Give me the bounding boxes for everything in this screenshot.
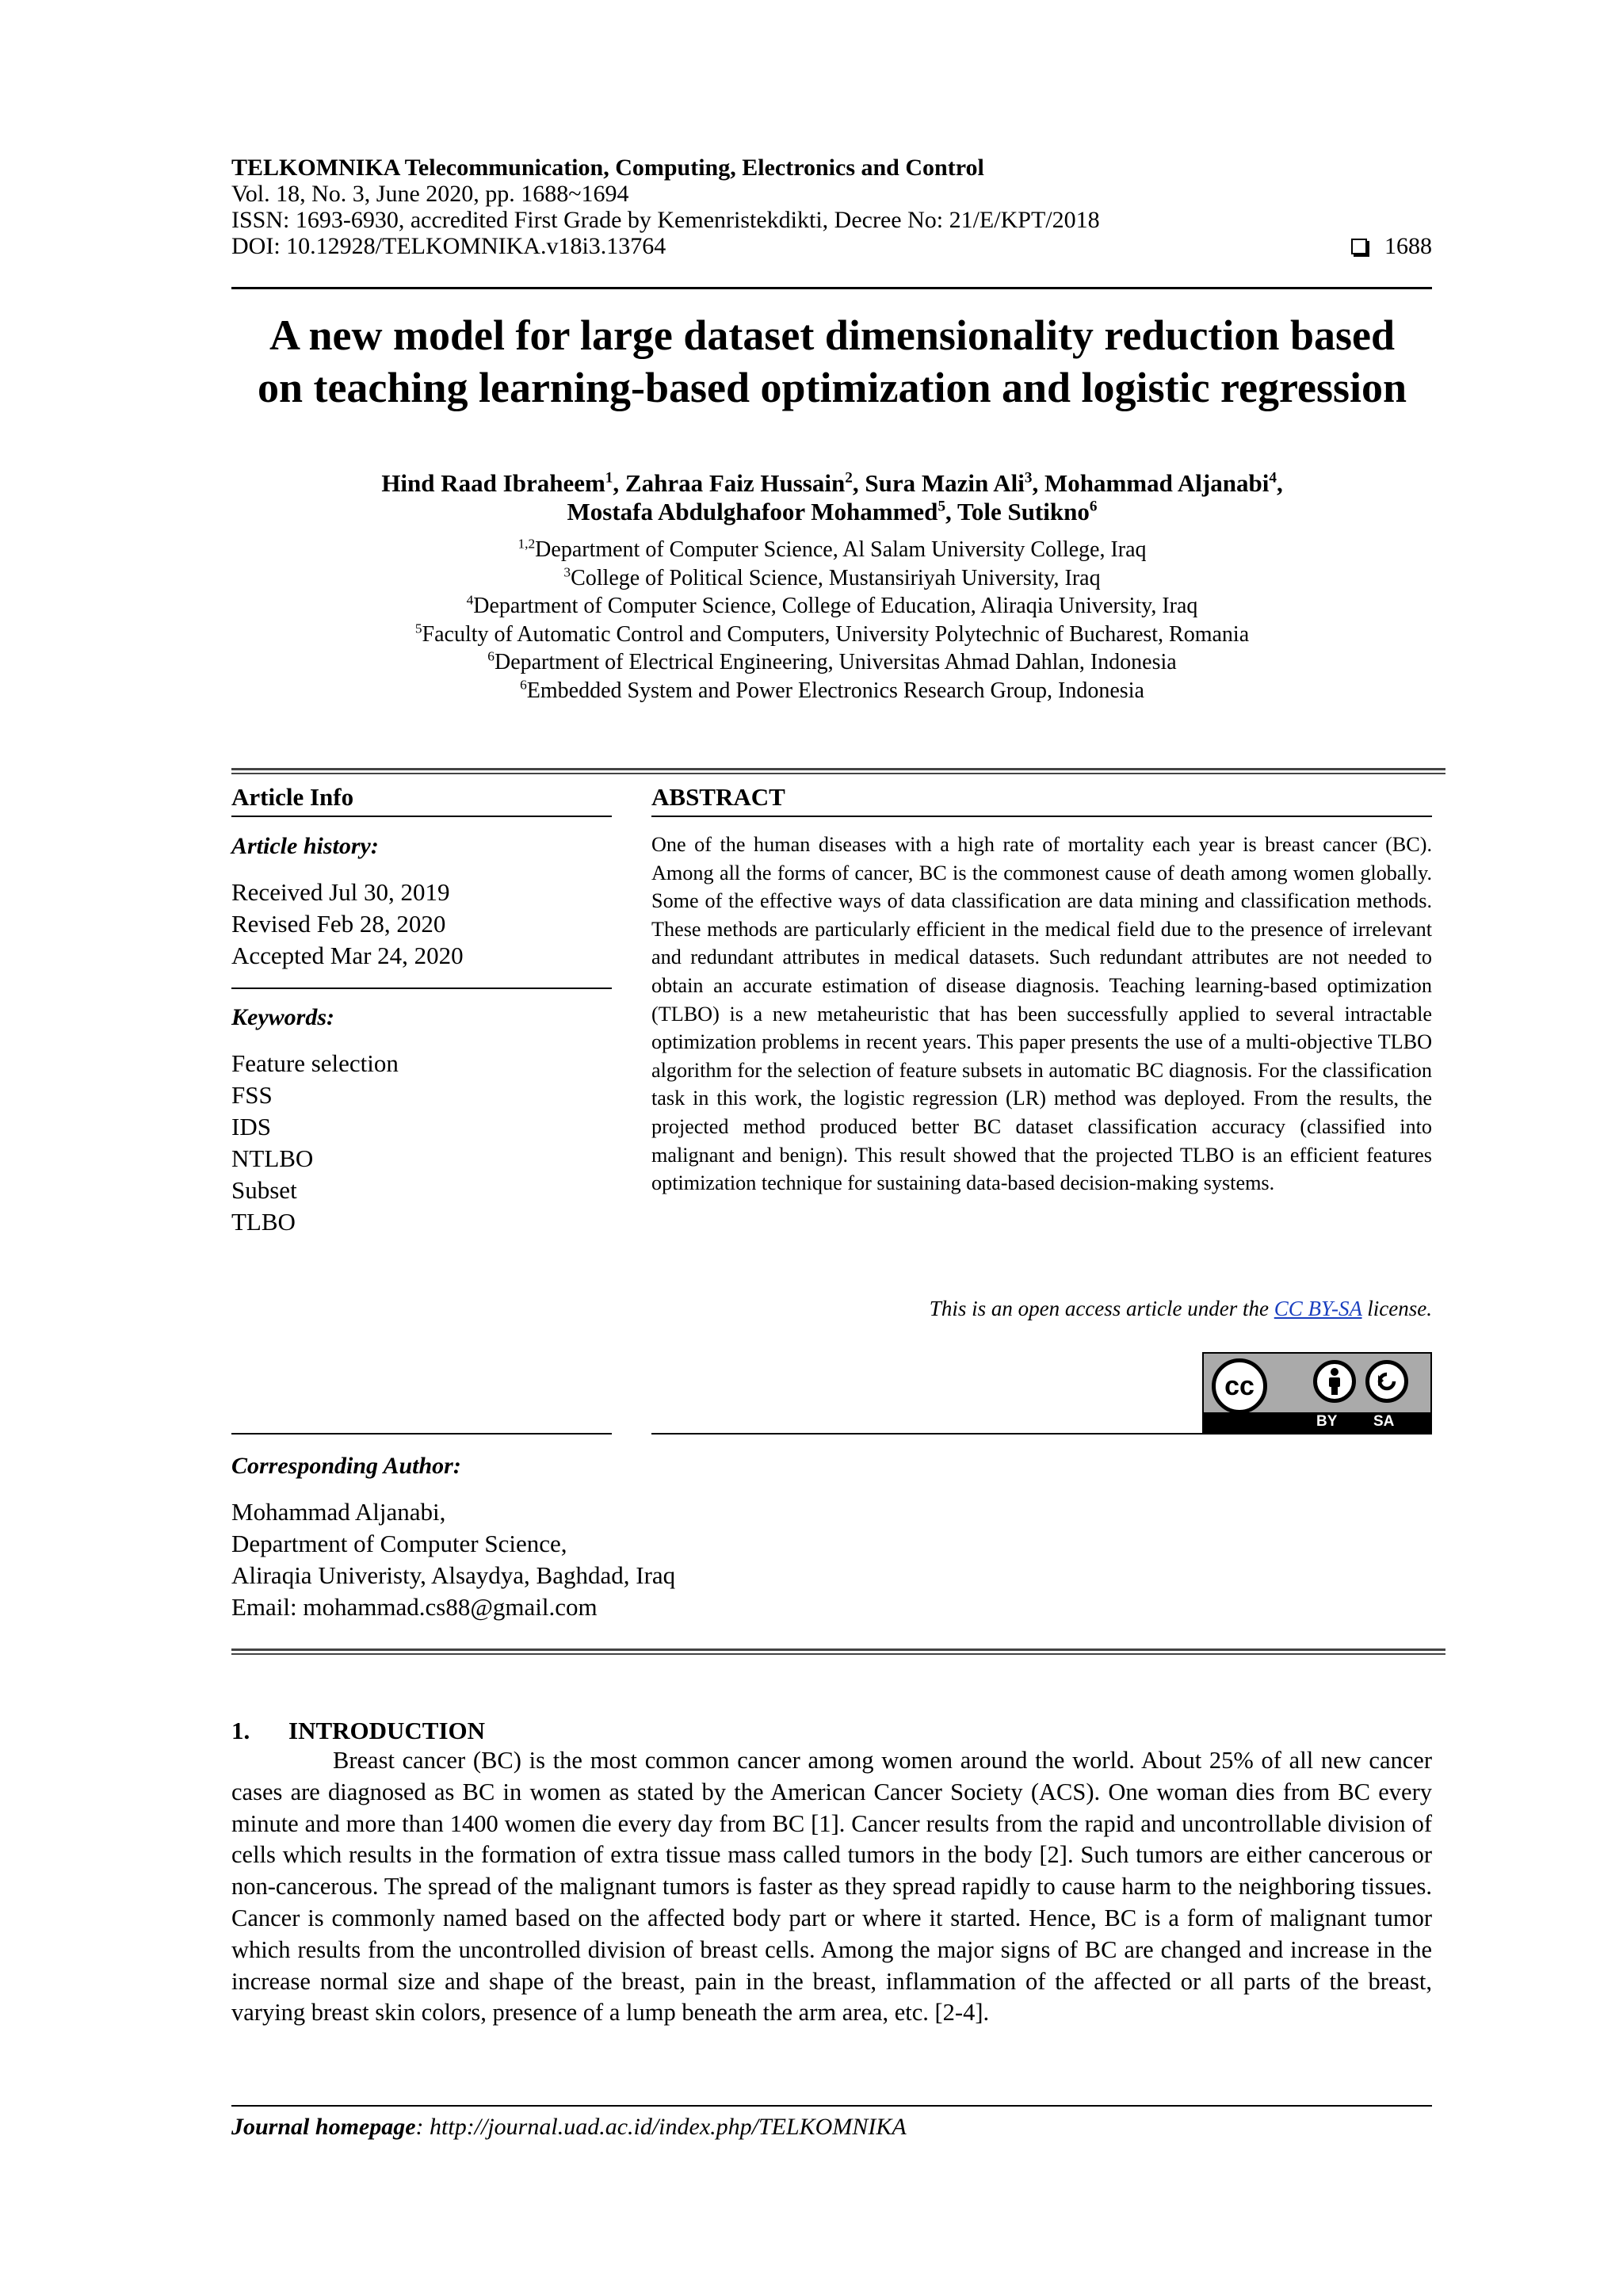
abstract-bottom-rule <box>651 1433 1432 1435</box>
affiliation-sup: 5 <box>414 621 422 636</box>
info-box-top-rule <box>231 768 1445 774</box>
affiliation <box>158 564 1506 593</box>
corresponding-name: Mohammad Aljanabi, <box>231 1498 446 1526</box>
abstract-rule <box>651 816 1432 817</box>
revised-date: Revised Feb 28, 2020 <box>231 910 446 938</box>
author-sep: , <box>613 469 625 497</box>
page-number-block <box>1351 233 1432 259</box>
author-sep: , <box>1032 469 1044 497</box>
affiliation-text: Faculty of Automatic Control and Computers, University Polytechnic of Bucharest, Romania <box>422 621 1250 647</box>
homepage-url[interactable]: : http://journal.uad.ac.id/index.php/TELKOMNIKA <box>415 2114 907 2140</box>
person-attribution-icon <box>1313 1360 1356 1403</box>
title-line-1: A new model for large dataset dimensionality reduction based <box>269 311 1395 359</box>
author-sup: 1 <box>605 469 613 487</box>
keyword-item: FSS <box>231 1081 273 1109</box>
header-rule <box>231 287 1432 289</box>
title-line-2: on teaching learning-based optimization and logistic regression <box>257 364 1407 411</box>
section-number: 1. <box>231 1717 250 1744</box>
author-name: Hind Raad Ibraheem <box>381 469 605 497</box>
author-sep: , <box>1276 469 1283 497</box>
affiliation-sup: 1,2 <box>517 536 536 552</box>
journal-volume: Vol. 18, No. 3, June 2020, pp. 1688~1694 <box>231 181 629 207</box>
corresponding-author-block <box>231 1496 945 1623</box>
open-access-suffix: license. <box>1361 1297 1432 1320</box>
author-sup: 6 <box>1089 498 1098 515</box>
square-bullet-icon <box>1351 239 1367 254</box>
author-line-2 <box>158 498 1506 526</box>
corresponding-author-heading: Corresponding Author: <box>231 1453 461 1479</box>
introduction-paragraph: Breast cancer (BC) is the most common cancer among women around the world. About 25% of all new cancer cases are diagnosed as BC in women as stated by the American Cancer Society (ACS). One woman dies from BC every minute and more than 1400 women die every day from BC [1]. Cancer results from the rapid and uncontrollable division of cells which results in the formation of extra tissue mass called tumors in the body [2]. Such tumors are either cancerous or non-cancerous. The spread of the malignant tumors is faster as they spread rapidly to cause harm to the neighboring tissues. Cancer is commonly named based on the affected body part or where it started. Hence, BC is a form of malignant tumor which results from the uncontrolled division of breast cells. Among the major signs of BC are changed and increase in the increase normal size and shape of the breast, pain in the breast, inflammation of the affected or all parts of the breast, varying breast skin colors, presence of a lump beneath the arm area, etc. [2-4]. <box>231 1747 1432 2027</box>
keyword-item: Feature selection <box>231 1049 399 1077</box>
author-name: Tole Sutikno <box>957 498 1090 525</box>
author-list <box>158 469 1506 526</box>
keywords-heading: Keywords: <box>231 1004 334 1030</box>
affiliation <box>158 621 1506 649</box>
received-date: Received Jul 30, 2019 <box>231 878 450 906</box>
cc-icon <box>1212 1358 1267 1414</box>
affiliation-sup: 6 <box>520 677 527 693</box>
journal-name: TELKOMNIKA Telecommunication, Computing, Electronics and Control <box>231 155 984 181</box>
page-number: 1688 <box>1384 233 1432 259</box>
keyword-list <box>231 1048 612 1238</box>
paper-title <box>158 309 1506 414</box>
affiliation-text: Department of Computer Science, College of Education, Aliraqia University, Iraq <box>473 594 1198 618</box>
affiliation <box>158 677 1506 705</box>
author-sup: 5 <box>938 498 946 515</box>
article-info-heading: Article Info <box>231 783 354 811</box>
article-history-list <box>231 877 612 972</box>
keyword-item: Subset <box>231 1176 297 1204</box>
corresponding-address: Aliraqia Univeristy, Alsaydya, Baghdad, Iraq <box>231 1561 676 1589</box>
author-name: Mohammad Aljanabi <box>1044 469 1270 497</box>
abstract-heading: ABSTRACT <box>651 783 785 811</box>
author-name: Sura Mazin Ali <box>865 469 1025 497</box>
affiliation <box>158 592 1506 621</box>
keyword-item: TLBO <box>231 1208 296 1236</box>
affiliation-sup: 6 <box>487 648 495 664</box>
corresponding-email: Email: mohammad.cs88@gmail.com <box>231 1593 598 1621</box>
cc-icon-text: cc <box>1224 1370 1254 1401</box>
author-name: Zahraa Faiz Hussain <box>624 469 846 497</box>
author-sep: , <box>852 469 865 497</box>
author-name: Mostafa Abdulghafoor Mohammed <box>567 498 938 525</box>
badge-by-label: BY <box>1316 1413 1338 1430</box>
history-rule <box>231 988 612 989</box>
keyword-item: IDS <box>231 1113 271 1140</box>
affiliation-list <box>158 536 1506 705</box>
section-title: INTRODUCTION <box>288 1717 486 1744</box>
accepted-date: Accepted Mar 24, 2020 <box>231 942 464 969</box>
affiliation <box>158 536 1506 564</box>
share-alike-icon <box>1365 1360 1408 1403</box>
journal-header <box>231 155 1432 259</box>
open-access-note <box>651 1295 1432 1322</box>
journal-homepage-footer <box>231 2113 907 2141</box>
corresponding-dept: Department of Computer Science, <box>231 1530 567 1557</box>
author-sup: 4 <box>1269 469 1277 487</box>
journal-doi: DOI: 10.12928/TELKOMNIKA.v18i3.13764 <box>231 233 666 259</box>
affiliation-text: Embedded System and Power Electronics Research Group, Indonesia <box>526 678 1144 703</box>
article-history-heading: Article history: <box>231 833 379 859</box>
affiliation-text: Department of Electrical Engineering, Universitas Ahmad Dahlan, Indonesia <box>494 650 1177 674</box>
share-alike-glyph <box>1373 1368 1400 1395</box>
person-glyph <box>1323 1367 1346 1396</box>
cc-by-sa-link[interactable]: CC BY-SA <box>1274 1297 1362 1320</box>
affiliation-sup: 4 <box>466 592 474 608</box>
abstract-text: One of the human diseases with a high rate of mortality each year is breast cancer (BC). Among all the forms of cancer, BC is the commonest cause of death among women globally. Some of the effective ways of data classification are data mining and classification methods. These methods are particularly efficient in the medical field due to the presence of irrelevant and redundant attributes in medical datasets. Such redundant attributes are not needed to obtain an accurate estimation of disease diagnosis. Teaching learning-based optimization (TLBO) is a new metaheuristic that has been successfully applied to several intractable optimization problems in recent years. This paper presents the use of a multi-objective TLBO algorithm for the selection of feature subsets in automatic BC diagnosis. For the classification task in this work, the logistic regression (LR) method was deployed. From the results, the projected method produced better BC dataset classification accuracy (classified into malignant and benign). This result showed that the projected TLBO is an efficient features optimization technique for sustaining data-based decision-making systems. <box>651 833 1432 1195</box>
article-info-rule <box>231 816 612 817</box>
author-sup: 3 <box>1024 469 1033 487</box>
homepage-label: Journal homepage <box>231 2114 416 2140</box>
affiliation-sup: 3 <box>563 564 571 580</box>
affiliation-text: College of Political Science, Mustansiriyah University, Iraq <box>571 565 1101 590</box>
cc-by-sa-badge[interactable] <box>1202 1352 1432 1433</box>
badge-sa-label: SA <box>1373 1413 1395 1430</box>
doi-row <box>231 233 1432 259</box>
affiliation <box>158 648 1506 677</box>
author-sep: , <box>945 498 957 525</box>
introduction-heading <box>231 1717 485 1745</box>
author-line-1 <box>158 469 1506 498</box>
open-access-prefix: This is an open access article under the <box>929 1297 1274 1320</box>
journal-issn: ISSN: 1693-6930, accredited First Grade by Kemenristekdikti, Decree No: 21/E/KPT/2018 <box>231 207 1100 233</box>
footer-rule <box>231 2105 1432 2107</box>
keywords-rule <box>231 1433 612 1435</box>
info-box-bottom-rule <box>231 1648 1445 1655</box>
affiliation-text: Department of Computer Science, Al Salam University College, Iraq <box>535 537 1147 562</box>
author-sup: 2 <box>845 469 853 487</box>
keyword-item: NTLBO <box>231 1144 314 1172</box>
